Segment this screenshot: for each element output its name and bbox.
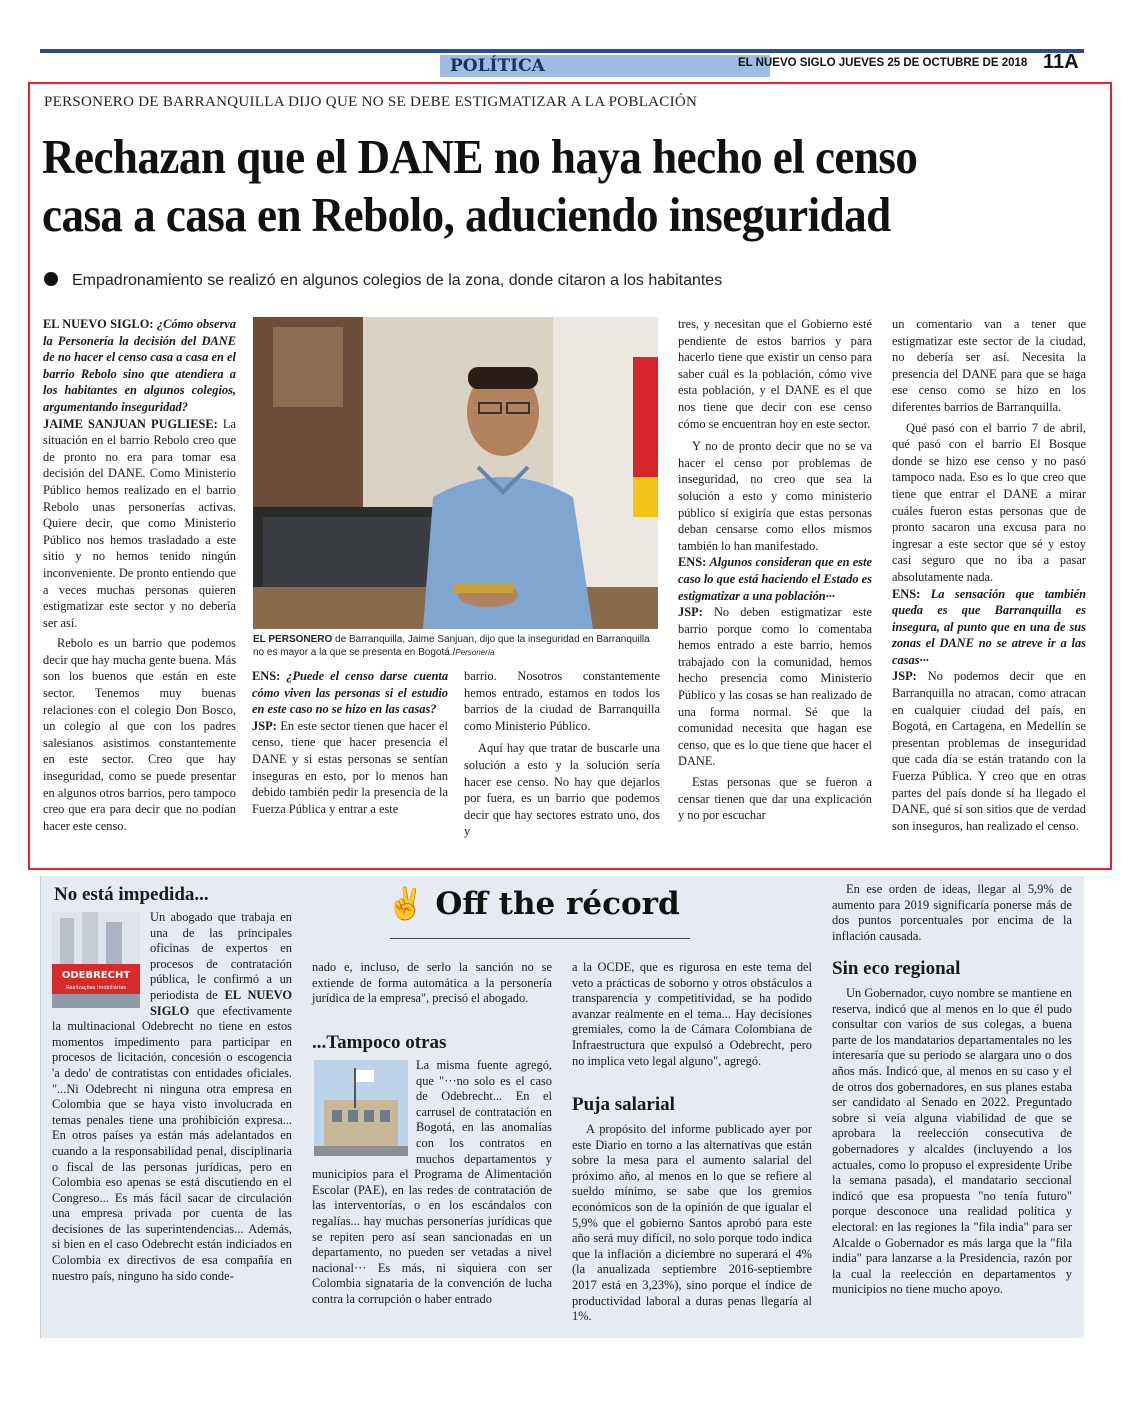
paragraph: tres, y necesitan que el Gobierno esté pendiente de estos barrios y para hacerlo tiene que existir un censo para saber cuál es la población, cómo vive esta población, y el DANE es el que nos tiene que decir con ese censo cómo se encuentran hoy en este sector.: [678, 317, 872, 431]
header-rule: [40, 49, 1084, 53]
masthead-name: EL NUEVO SIGLO: [738, 57, 836, 69]
image-spacer: [52, 910, 150, 1014]
paragraph: Aquí hay que tratar de buscarle una solución a esto y la solución sería hacer ese censo. No hay que dejarlos por fuera, es un barrio que podemos decir que hay sectores estrato uno, dos y: [464, 741, 660, 839]
page-header: [40, 49, 1084, 79]
column-no-esta-impedida: Un abogado que trabaja en una de las principales oficinas de expertos en procesos de contratación pública, le confirmó a un periodista de EL NUEVO SIGLO que efectivamente la multinacional Odebrecht no tiene en estos momentos impedimento para participar en procesos de licitación, concesión o escogencia 'a dedo' de contratistas con entidades oficiales. "...Ni Odebrecht ni ninguna otra empresa en Colombia que se haya visto involucrada en temas penales tiene una prohibición expresa... En otros países ya están más adelantados en cuando a la responsabilidad penal, disciplinaria o fiscal de las personas jurídicas, pero en Colombia eso apenas se está discutiendo en el Congreso... Es más fácil sacar de circulación una empresa privada por cuenta de las decisiones de las superintendencias... Además, si bien en el caso Odebrecht están indiciados en Colombia ex directivos de esa compañía en nuestro país, ninguno ha sido conde-: [52, 910, 292, 1283]
article-headline: [42, 128, 1082, 244]
column-tampoco-otras: La misma fuente agregó, que "···no solo es el caso de Odebrecht... En el carrusel de contratación en Bogotá, en las anomalías con los contratos en muchos departamentos y municipios para el Programa de Alimentación Escolar (PAE), en las redes de contratación de las interventorías, o en los escándalos con regalías... hay muchas personerías jurídicas que se repiten pero así sean sancionadas en un departamento, no pueden ser vetadas a nivel nacional··· Es más, ni siquiera con ser Colombia signataria de la convención de lucha contra la corrupción o haber entrado: [312, 1058, 552, 1306]
headline-line-2: casa a casa en Rebolo, aduciendo inseguridad: [42, 187, 891, 242]
heading-tampoco-otras: ...Tampoco otras: [312, 1032, 447, 1053]
interview-answer: JSP: No podemos decir que en Barranquilla no atracan, como atracan en cualquier ciudad del país, en Bogotá, en Cartagena, en Medellín se presentan problemas de inseguridad que cada día se están tratando con la Fuerza Pública. Y creo que en otras partes del país donde sí ha llegado el DANE, qué sí son sitios que de verdad son inseguros, han realizado el censo.: [892, 669, 1086, 833]
photo-illustration: [253, 317, 658, 629]
column-puja-salarial: A propósito del informe publicado ayer por este Diario en torno a las alternativas que están sobre la mesa para el aumento salarial del próximo año, al menos en lo que se refiere al sueldo mínimo, se sabe que los gremios económicos son de la opinión de que igualar el 5,9% que el gobierno Santos aprobó para este año será muy difícil, no solo porque todo indica que la inflación a diciembre no superará el 4% (la anualizada septiembre 2016-septiembre 2017 está en 3,23%), sino porque el índice de productividad laboral a duras penas llegaría al 1%.: [572, 1122, 812, 1324]
masthead-date: [738, 57, 1027, 69]
interview-answer: JSP: En este sector tienen que hacer el censo, tiene que hacer presencia el DANE y si estas personas se sentían inseguras en esto, por lo menos han debido también pedir la presencia de la Fuerza Pública y entrar a este: [252, 718, 448, 816]
page-number: 11A: [1043, 51, 1079, 73]
interview-question: ENS: La sensación que también queda es que Barranquilla es insegura, al punto que en una de sus zonas el DANE no se atreve ir a las casas···: [892, 586, 1086, 667]
paragraph: Estas personas que se fueron a censar tienen que dar una explicación y no por escuchar: [678, 775, 872, 823]
heading-no-esta-impedida: No está impedida...: [54, 884, 209, 905]
article-column-1: [43, 316, 236, 834]
headline-line-1: Rechazan que el DANE no haya hecho el censo: [42, 129, 918, 184]
column-ocde: a la OCDE, que es rigurosa en este tema del veto a prácticas de soborno y otros obstáculos a transparencia y competitividad, se ha podido avanzar realmente en el tema... Hay decisiones gremiales, como la de Cámara Colombiana de Infraestructura que expulsó a Odebrecht, pero no implica veto legal alguno", agregó.: [572, 960, 812, 1068]
article-column-2: [252, 668, 448, 817]
interview-question: EL NUEVO SIGLO: ¿Cómo observa la Personería la decisión del DANE de no hacer el censo casa a casa en el barrio Rebolo sino que atendiera a los habitantes en algunos colegios, argumentando inseguridad?: [43, 317, 236, 414]
article-deck: [44, 272, 722, 290]
paragraph: un comentario van a tener que estigmatizar este sector de la ciudad, no debería ser así. Necesita la presencia del DANE para que se haga ese censo como se hizo en los diferentes barrios de Barranquilla.: [892, 317, 1086, 414]
article-kicker: PERSONERO DE BARRANQUILLA DIJO QUE NO SE DEBE ESTIGMATIZAR A LA POBLACIÓN: [44, 94, 698, 110]
interview-answer: JAIME SANJUAN PUGLIESE: La situación en el barrio Rebolo creo que de pronto no era para tomar esa decisión del DANE. Como Ministerio Público hemos realizado en el barrio Rebolo unas personerías activas. Quiere decir, que como Ministerio Público nos hemos trasladado a este sitio y no hemos tenido ningún inconveniente. De pronto entiendo que a veces muchas personas quieren estigmatizar este sector y no debería ser así.: [43, 416, 236, 630]
image-spacer: [312, 1058, 416, 1158]
victory-hand-icon: ✌: [386, 886, 425, 922]
article-column-3: [464, 668, 660, 840]
off-the-record-title: ✌ Off the récord: [386, 886, 680, 922]
column-orden-ideas: En ese orden de ideas, llegar al 5,9% de aumento para 2019 significaría ponerse más de dos puntos porcentuales por encima de la inflación causada.: [832, 882, 1072, 943]
section-label: POLÍTICA: [440, 55, 770, 77]
article-column-5: [892, 316, 1086, 834]
paragraph: Y no de pronto decir que no se va hacer el censo por problemas de inseguridad, no creo que sea la solución a esto y como ministerio público sí exigiría que estas personas deban censarse como ellos mismos también lo han manifestado.: [678, 439, 872, 553]
title-rule: [390, 938, 690, 939]
odebrecht-sub: Realizações Imobiliárias: [66, 985, 126, 991]
bullet-icon: [44, 272, 58, 286]
interview-question: ENS: Algunos consideran que en este caso lo que está haciendo el Estado es estigmatizar a una población···: [678, 555, 873, 603]
issue-date: JUEVES 25 DE OCTUBRE DE 2018: [838, 57, 1028, 69]
personero-photo: [253, 317, 658, 629]
interview-question: ENS: ¿Puede el censo darse cuenta cómo viven las personas si el estudio en este caso no se hizo en las casas?: [252, 669, 449, 717]
column-continuation: nado e, incluso, de serlo la sanción no se extiende de forma automática a la personería jurídica de la empresa", precisó el abogado.: [312, 960, 552, 1006]
article-column-4: [678, 316, 872, 824]
heading-sin-eco-regional: Sin eco regional: [832, 958, 961, 979]
paragraph: Qué pasó con el barrio 7 de abril, qué pasó con el barrio El Bosque donde se hizo ese censo y no pasó tampoco nada. Eso es lo que creo que tiene que entrar el DANE a mirar cuáles fueron estas personas que de pronto sacaron una excusa para no ingresar a este sector que sé y estoy casi seguro que no iba a pasar absolutamente nada.: [892, 420, 1086, 584]
heading-puja-salarial: Puja salarial: [572, 1094, 675, 1115]
paragraph: Rebolo es un barrio que podemos decir que hay mucha gente buena. Más son los buenos que están en este sector. Tenemos muy buenas relaciones con el colegio Don Bosco, un colegio al que con los padres salesianos asistimos constantemente en este sector. Creo que hay inseguridad, como se puede presentar en algunos otros barrios, pero tampoco creo que era para decir que no podían hacer este censo.: [43, 636, 237, 833]
column-sin-eco-regional: Un Gobernador, cuyo nombre se mantiene en reserva, indicó que al menos en lo que él pudo consultar con varios de sus colegas, a buena parte de los mandatarios departamentales no les interesaría que su periodo se alargara uno o dos años más. Indicó que, al menos en su caso y el de otros dos gobernadores, en sus planes estaba ser candidato al Senado en 2022. Preguntado sobre si veía alguna viabilidad de que se aprobara la reelección consecutiva de gobernadores y alcaldes (incluyendo a los actuales, como lo propuso el expresidente Uribe la semana pasada), el mandatario seccional indicó que esa propuesta "no tenía futuro" porque desconoce una realidad política y electoral: en las regiones la "fila india" para ser Alcalde o Gobernador es más larga que la "fila india" para lanzarse a la Presidencia, razón por la cual la reelección en departamentos y municipios no tiene mucho apoyo.: [832, 986, 1072, 1297]
photo-caption: EL PERSONERO de Barranquilla, Jaime Sanjuan, dijo que la inseguridad en Barranquilla no es mayor a la que se presenta en Bogotá./Personería: [253, 634, 650, 658]
deck-text: Empadronamiento se realizó en algunos colegios de la zona, donde citaron a los habitantes: [72, 272, 723, 289]
interview-answer: JSP: No deben estigmatizar este barrio porque como lo comentaba hemos entrado a este barrio, hemos trabajado con la comunidad, hemos hecho presencia como Ministerio Público y las cosas se han realizado de una forma normal. Sé que la comunidad necesita que hagan ese censo, que es lo que tiene que hacer el DANE.: [678, 605, 872, 769]
paragraph: barrio. Nosotros constantemente hemos entrado, estamos en todos los barrios de la ciudad de Barranquilla como Ministerio Público.: [464, 669, 660, 733]
odebrecht-logo: ODEBRECHT: [61, 970, 131, 981]
